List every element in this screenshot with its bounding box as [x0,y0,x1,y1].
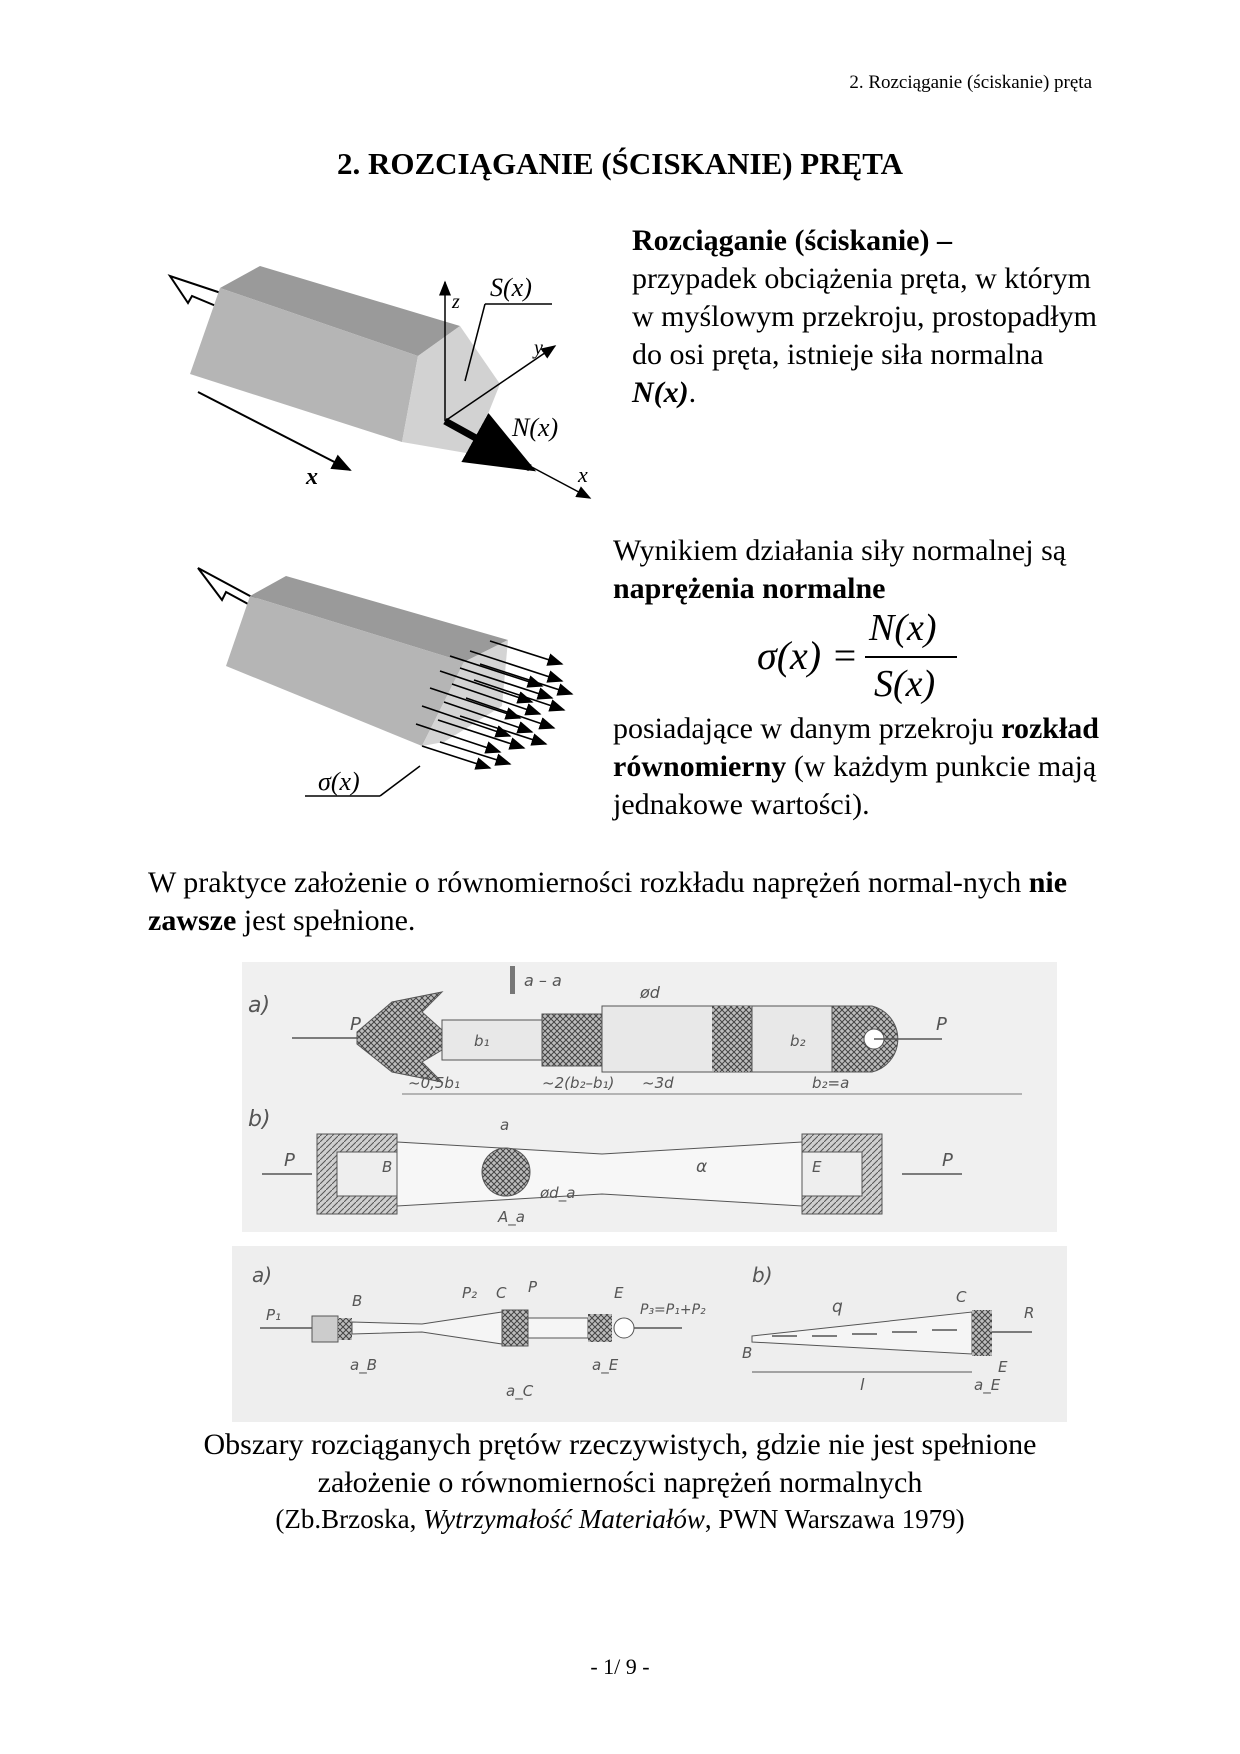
caption-line-2: założenie o równomierności naprężeń normalnych [317,1466,923,1499]
bar-normal-force-figure [160,256,610,506]
stress-distribution-figure [190,556,600,806]
fig4-label-b: b) [752,1263,773,1287]
practice-lead: W praktyce założenie o równomierności rozkładu naprężeń normal-nych [148,866,1029,899]
fig3-dim3: ~3d [642,1074,674,1092]
definition-end: . [688,376,697,409]
fig4-P1: P₁ [266,1306,282,1324]
fig3-Aa-label: A_a [498,1208,525,1226]
fig4-E-b: E [998,1358,1008,1376]
source-pre: (Zb.Brzoska, [275,1504,424,1534]
specimen-drawings-figure [242,962,1057,1232]
fig3-p-b-right: P [942,1150,953,1171]
fig4-P3: P₃=P₁+P₂ [640,1302,706,1318]
fig3-section-label: a – a [524,971,562,990]
fig3-p-right: P [936,1014,947,1035]
fig4-label-a: a) [252,1263,273,1287]
formula-numerator: N(x) [869,607,937,649]
formula-denominator: S(x) [874,663,936,705]
page-title: 2. ROZCIĄGANIE (ŚCISKANIE) PRĘTA [336,146,904,181]
running-header: 2. Rozciąganie (ściskanie) pręta [849,72,1092,93]
fig3-label-b: b) [248,1107,271,1132]
caption-line-1: Obszary rozciąganych prętów rzeczywistych, gdzie nie jest spełnione [203,1428,1037,1461]
force-label: N(x) [512,413,559,442]
fig3-b1-label: b₁ [474,1032,490,1050]
page-number: - 1/ 9 - [590,1654,650,1679]
fig4-E: E [614,1284,624,1302]
normal-stress-paragraph [613,532,1113,608]
sigma-label: σ(x) [318,767,360,796]
normal-stress-term: naprężenia normalne [613,572,886,605]
definition-symbol: N(x) [632,376,689,409]
figure-source [0,1504,1240,1535]
definition-term: Rozciąganie (ściskanie) – [632,224,952,257]
fig4-C: C [496,1284,507,1302]
fig4-aE: a_E [592,1356,619,1374]
fig3-d-label: ød [640,983,660,1002]
fig3-label-a: a) [248,993,271,1018]
figure-caption [0,1426,1240,1502]
fig3-p-b-left: P [284,1150,295,1171]
fig3-dim4: b₂=a [812,1074,850,1092]
source-title: Wytrzymałość Materiałów [423,1504,705,1534]
fig3-aa-label: a [500,1116,510,1134]
z-axis-label: z [452,291,460,313]
fig4-P2: P₂ [462,1284,478,1302]
fig4-P: P [528,1278,538,1296]
loaded-bars-figure [232,1246,1067,1422]
fig4-aB: a_B [350,1356,377,1374]
fig3-alpha-label: α [696,1157,708,1177]
fig4-aC: a_C [506,1382,534,1400]
fig3-da-label: ød_a [540,1184,576,1202]
definition-paragraph [632,222,1102,412]
practice-rest: jest spełnione. [236,904,416,937]
fig4-C-b: C [956,1288,967,1306]
fig4-l: l [860,1375,865,1394]
formula-lhs: σ(x) = [757,633,859,678]
y-axis-label: y [534,337,543,359]
distribution-rest: (w każdym punkcie mają jednakowe wartości). [613,750,1097,821]
section-label: S(x) [490,273,532,302]
fig4-q: q [832,1297,843,1317]
fig4-aE-b: a_E [974,1376,1001,1394]
distribution-term: rozkład równomierny [613,712,1099,783]
distribution-paragraph [613,710,1123,824]
normal-stress-intro: Wynikiem działania siły normalnej są [613,534,1067,567]
distribution-lead: posiadające w danym przekroju [613,712,1002,745]
stress-formula [757,606,957,706]
practice-emphasis: nie zawsze [148,866,1068,937]
fig3-E-label: E [812,1158,822,1176]
x-bar-label: x [306,464,318,490]
fig3-p-left: P [350,1014,361,1035]
fig3-B-label: B [382,1158,393,1176]
fig3-dim2: ~2(b₂–b₁) [542,1074,615,1092]
fig3-dim1: ~0,5b₁ [408,1074,460,1092]
practice-paragraph [148,864,1088,940]
x-axis-label: x [578,462,588,487]
fig3-b2-label: b₂ [790,1032,806,1050]
definition-text: przypadek obciążenia pręta, w którym w myślowym przekroju, prostopadłym do osi pręta, istnieje siła normalna [632,262,1097,371]
source-post: , PWN Warszawa 1979) [704,1504,965,1534]
formula-fraction-bar [865,656,957,658]
fig4-R: R [1024,1304,1035,1322]
fig4-B: B [352,1292,363,1310]
fig4-B-b: B [742,1344,753,1362]
